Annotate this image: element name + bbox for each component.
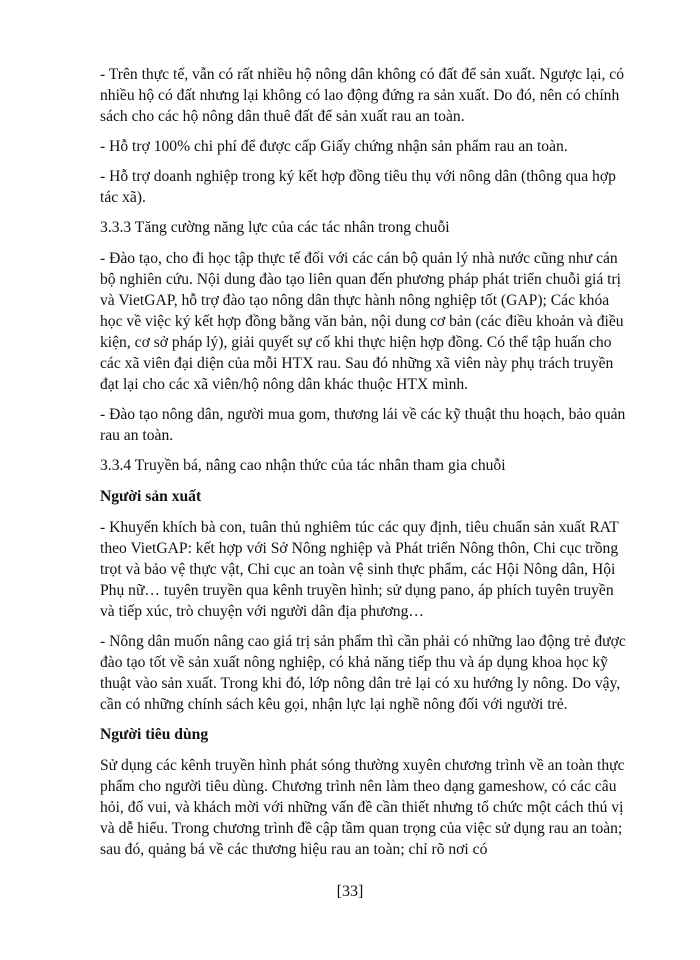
paragraph-training-officials: - Đào tạo, cho đi học tập thực tế đối với các cán bộ quản lý nhà nước cũng như cán bộ nghiên cứu. Nội dung đào tạo liên quan đến phương pháp phát triển chuỗi giá trị và VietGAP, hỗ trợ đào tạo nông dân thực hành nông nghiệp tốt (GAP); Các khóa học về việc ký kết hợp đồng bằng văn bản, nội dung cơ bản (các điều khoản và điều kiện, cơ sở pháp lý), giải quyết sự cố khi thực hiện hợp đồng. Có thể tập huấn cho các xã viên đại diện của mỗi HTX rau. Sau đó những xã viên này phụ trách truyền đạt lại cho các xã viên/hộ nông dân khác thuộc HTX mình.: [100, 250, 624, 393]
paragraph-land-rental: - Trên thực tế, vẫn có rất nhiều hộ nông dân không có đất để sản xuất. Ngược lại, có nhiều hộ có đất nhưng lại không có lao động đứng ra sản xuất. Do đó, nên có chính sách cho các hộ nông dân thuê đất để sản xuất rau an toàn.: [100, 66, 625, 125]
section-heading-333: 3.3.3 Tăng cường năng lực của các tác nhân trong chuỗi: [100, 219, 450, 236]
paragraph-contract-support: - Hỗ trợ doanh nghiệp trong ký kết hợp đồng tiêu thụ với nông dân (thông qua hợp tác xã).: [100, 168, 616, 206]
page-number: [33]: [336, 883, 364, 900]
section-heading-334: 3.3.4 Truyền bá, nâng cao nhận thức của tác nhân tham gia chuỗi: [100, 457, 506, 474]
subheading-consumer: Người tiêu dùng: [100, 726, 209, 743]
subheading-producer: Người sản xuất: [100, 488, 202, 505]
paragraph-producer-encourage: - Khuyến khích bà con, tuân thủ nghiêm túc các quy định, tiêu chuẩn sản xuất RAT theo VietGAP: kết hợp với Sở Nông nghiệp và Phát triển Nông thôn, Chi cục trồng trọt và bảo vệ thực vật, Chi cục an toàn vệ sinh thực phẩm, các Hội Nông dân, Hội Phụ nữ… tuyên truyền qua kênh truyền hình; sử dụng pano, áp phích tuyên truyền và tiếp xúc, trò chuyện với người dân địa phương…: [100, 519, 619, 620]
paragraph-consumer-tv: Sử dụng các kênh truyền hình phát sóng thường xuyên chương trình về an toàn thực phẩm cho người tiêu dùng. Chương trình nên làm theo dạng gameshow, có các câu hỏi, đố vui, và khách mời với những vấn đề cần thiết nhưng tổ chức một cách thú vị và dễ hiểu. Trong chương trình đề cập tầm quan trọng của việc sử dụng rau an toàn; sau đó, quảng bá về các thương hiệu rau an toàn; chỉ rõ nơi có: [100, 757, 625, 858]
paragraph-producer-young-labor: - Nông dân muốn nâng cao giá trị sản phẩm thì cần phải có những lao động trẻ được đào tạo tốt về sản xuất nông nghiệp, có khả năng tiếp thu và áp dụng khoa học kỹ thuật vào sản xuất. Trong khi đó, lớp nông dân trẻ lại có xu hướng ly nông. Do vậy, cần có những chính sách kêu gọi, nhận lực lại nghề nông đối với người trẻ.: [100, 633, 626, 713]
document-body: [100, 64, 630, 869]
paragraph-training-farmers: - Đào tạo nông dân, người mua gom, thương lái về các kỹ thuật thu hoạch, bảo quản rau an toàn.: [100, 406, 626, 444]
paragraph-certificate-support: - Hỗ trợ 100% chi phí để được cấp Giấy chứng nhận sản phẩm rau an toàn.: [100, 138, 568, 155]
